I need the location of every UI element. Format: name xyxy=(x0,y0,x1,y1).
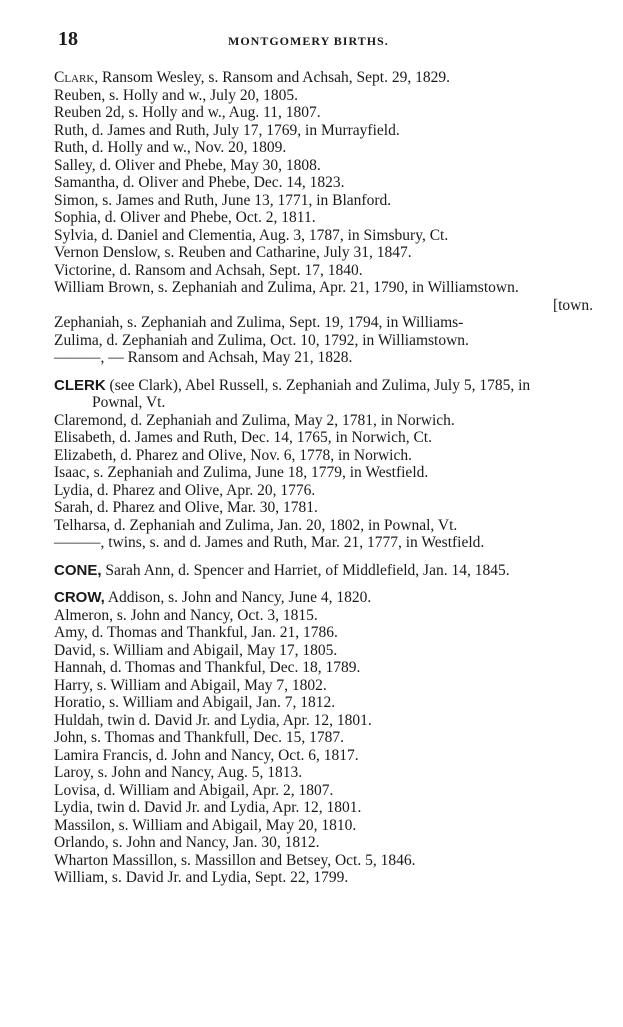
record-text: Laroy, s. John and Nancy, Aug. 5, 1813. xyxy=(54,764,303,781)
birth-record xyxy=(0,642,583,660)
record-text: William Brown, s. Zephaniah and Zulima, Apr. 21, 1790, in Williamstown. xyxy=(54,279,519,296)
birth-record xyxy=(0,834,583,852)
record-text: Horatio, s. William and Abigail, Jan. 7, 1812. xyxy=(54,694,336,711)
birth-record xyxy=(0,104,583,122)
birth-record xyxy=(0,447,583,465)
record-text: Hannah, d. Thomas and Thankful, Dec. 18, 1789. xyxy=(54,659,361,676)
birth-record xyxy=(0,429,583,447)
birth-record xyxy=(0,869,583,887)
birth-record xyxy=(0,192,583,210)
record-text: Vernon Denslow, s. Reuben and Catharine, July 31, 1847. xyxy=(54,244,412,261)
record-text: Telharsa, d. Zephaniah and Zulima, Jan. 20, 1802, in Pownal, Vt. xyxy=(54,516,458,534)
record-text: Orlando, s. John and Nancy, Jan. 30, 1812. xyxy=(54,834,320,851)
record-text: John, s. Thomas and Thankfull, Dec. 15, 1787. xyxy=(54,729,345,746)
birth-record xyxy=(0,209,583,227)
record-text: Huldah, twin d. David Jr. and Lydia, Apr. 12, 1801. xyxy=(54,711,372,729)
surname-heading: Clark, xyxy=(54,69,99,86)
record-text: Lovisa, d. William and Abigail, Apr. 2, 1807. xyxy=(54,781,334,799)
birth-record xyxy=(0,464,583,482)
record-text: Sarah, d. Pharez and Olive, Mar. 30, 1781. xyxy=(54,499,318,516)
birth-record xyxy=(0,747,583,765)
record-text: Lydia, d. Pharez and Olive, Apr. 20, 1776. xyxy=(54,481,316,499)
birth-record xyxy=(0,607,583,625)
record-text: Sarah Ann, d. Spencer and Harriet, of Middlefield, Jan. 14, 1845. xyxy=(101,561,510,579)
birth-record xyxy=(0,589,583,607)
record-text: Amy, d. Thomas and Thankful, Jan. 21, 1786. xyxy=(54,624,338,641)
birth-record xyxy=(0,817,583,835)
record-text: Claremond, d. Zephaniah and Zulima, May 2, 1781, in Norwich. xyxy=(54,411,455,429)
record-text: Sophia, d. Oliver and Phebe, Oct. 2, 1811. xyxy=(54,209,316,226)
birth-record xyxy=(0,799,583,817)
record-text: Ruth, d. James and Ruth, July 17, 1769, in Murrayfield. xyxy=(54,121,400,139)
record-text: (see Clark), Abel Russell, s. Zephaniah and Zulima, July 5, 1785, in Pownal, Vt. xyxy=(92,376,531,411)
record-text: ———, — Ransom and Achsah, May 21, 1828. xyxy=(54,349,353,366)
birth-record xyxy=(0,297,593,315)
record-text: Almeron, s. John and Nancy, Oct. 3, 1815. xyxy=(54,606,318,624)
birth-record xyxy=(0,227,583,245)
record-text: David, s. William and Abigail, May 17, 1805. xyxy=(54,641,338,659)
page-header xyxy=(58,28,588,50)
record-text: Samantha, d. Oliver and Phebe, Dec. 14, 1823. xyxy=(54,174,345,191)
record-text: Isaac, s. Zephaniah and Zulima, June 18, 1779, in Westfield. xyxy=(54,464,429,481)
birth-record xyxy=(0,244,583,262)
birth-record xyxy=(0,482,583,500)
record-text: Elizabeth, d. Pharez and Olive, Nov. 6, 1778, in Norwich. xyxy=(54,446,412,464)
birth-record xyxy=(0,69,583,87)
birth-record xyxy=(0,332,583,350)
birth-record xyxy=(0,279,583,297)
birth-record xyxy=(0,562,583,580)
birth-record xyxy=(0,624,583,642)
record-text: [town. xyxy=(552,296,593,314)
birth-record xyxy=(0,87,583,105)
page-number: 18 xyxy=(58,28,78,50)
record-text: Lamira Francis, d. John and Nancy, Oct. 6, 1817. xyxy=(54,746,359,764)
running-title: MONTGOMERY BIRTHS. xyxy=(228,34,389,48)
birth-record xyxy=(0,314,583,332)
record-text: Sylvia, d. Daniel and Clementia, Aug. 3, 1787, in Simsbury, Ct. xyxy=(54,226,449,244)
record-text: Ruth, d. Holly and w., Nov. 20, 1809. xyxy=(54,139,287,156)
birth-record xyxy=(0,412,583,430)
record-text: Zulima, d. Zephaniah and Zulima, Oct. 10, 1792, in Williamstown. xyxy=(54,331,469,349)
birth-record xyxy=(0,262,583,280)
surname-heading: CONE, xyxy=(54,561,102,579)
birth-record xyxy=(0,349,583,367)
birth-record xyxy=(0,517,583,535)
record-text: Ransom Wesley, s. Ransom and Achsah, Sept. 29, 1829. xyxy=(98,69,450,86)
record-text: ———, twins, s. and d. James and Ruth, Mar. 21, 1777, in Westfield. xyxy=(54,534,485,551)
birth-record xyxy=(0,122,583,140)
birth-record-list xyxy=(0,69,623,887)
birth-record xyxy=(0,764,583,782)
record-text: Victorine, d. Ransom and Achsah, Sept. 17, 1840. xyxy=(54,261,363,279)
birth-record xyxy=(0,677,583,695)
surname-heading: CLERK xyxy=(54,376,106,394)
record-text: Lydia, twin d. David Jr. and Lydia, Apr. 12, 1801. xyxy=(54,799,362,816)
record-text: Simon, s. James and Ruth, June 13, 1771, in Blanford. xyxy=(54,191,392,209)
record-text: Salley, d. Oliver and Phebe, May 30, 1808. xyxy=(54,156,321,174)
record-text: Zephaniah, s. Zephaniah and Zulima, Sept. 19, 1794, in Williams- xyxy=(54,314,464,331)
birth-record xyxy=(0,139,583,157)
birth-record xyxy=(0,157,583,175)
birth-record xyxy=(0,712,583,730)
record-text: Massilon, s. William and Abigail, May 20, 1810. xyxy=(54,816,357,834)
birth-record xyxy=(0,729,583,747)
birth-record xyxy=(0,782,583,800)
birth-record xyxy=(0,174,583,192)
birth-record xyxy=(0,694,583,712)
birth-record xyxy=(0,659,583,677)
birth-record xyxy=(0,852,583,870)
record-text: Addison, s. John and Nancy, June 4, 1820. xyxy=(104,589,372,606)
surname-heading: CROW, xyxy=(54,589,105,606)
birth-record xyxy=(0,499,583,517)
record-text: Reuben, s. Holly and w., July 20, 1805. xyxy=(54,86,298,104)
record-text: William, s. David Jr. and Lydia, Sept. 22, 1799. xyxy=(54,869,349,886)
record-text: Reuben 2d, s. Holly and w., Aug. 11, 1807. xyxy=(54,104,321,121)
record-text: Harry, s. William and Abigail, May 7, 1802. xyxy=(54,676,327,694)
record-text: Wharton Massillon, s. Massillon and Betsey, Oct. 5, 1846. xyxy=(54,851,416,869)
birth-record xyxy=(0,377,583,412)
birth-record xyxy=(0,534,583,552)
record-text: Elisabeth, d. James and Ruth, Dec. 14, 1765, in Norwich, Ct. xyxy=(54,429,432,446)
